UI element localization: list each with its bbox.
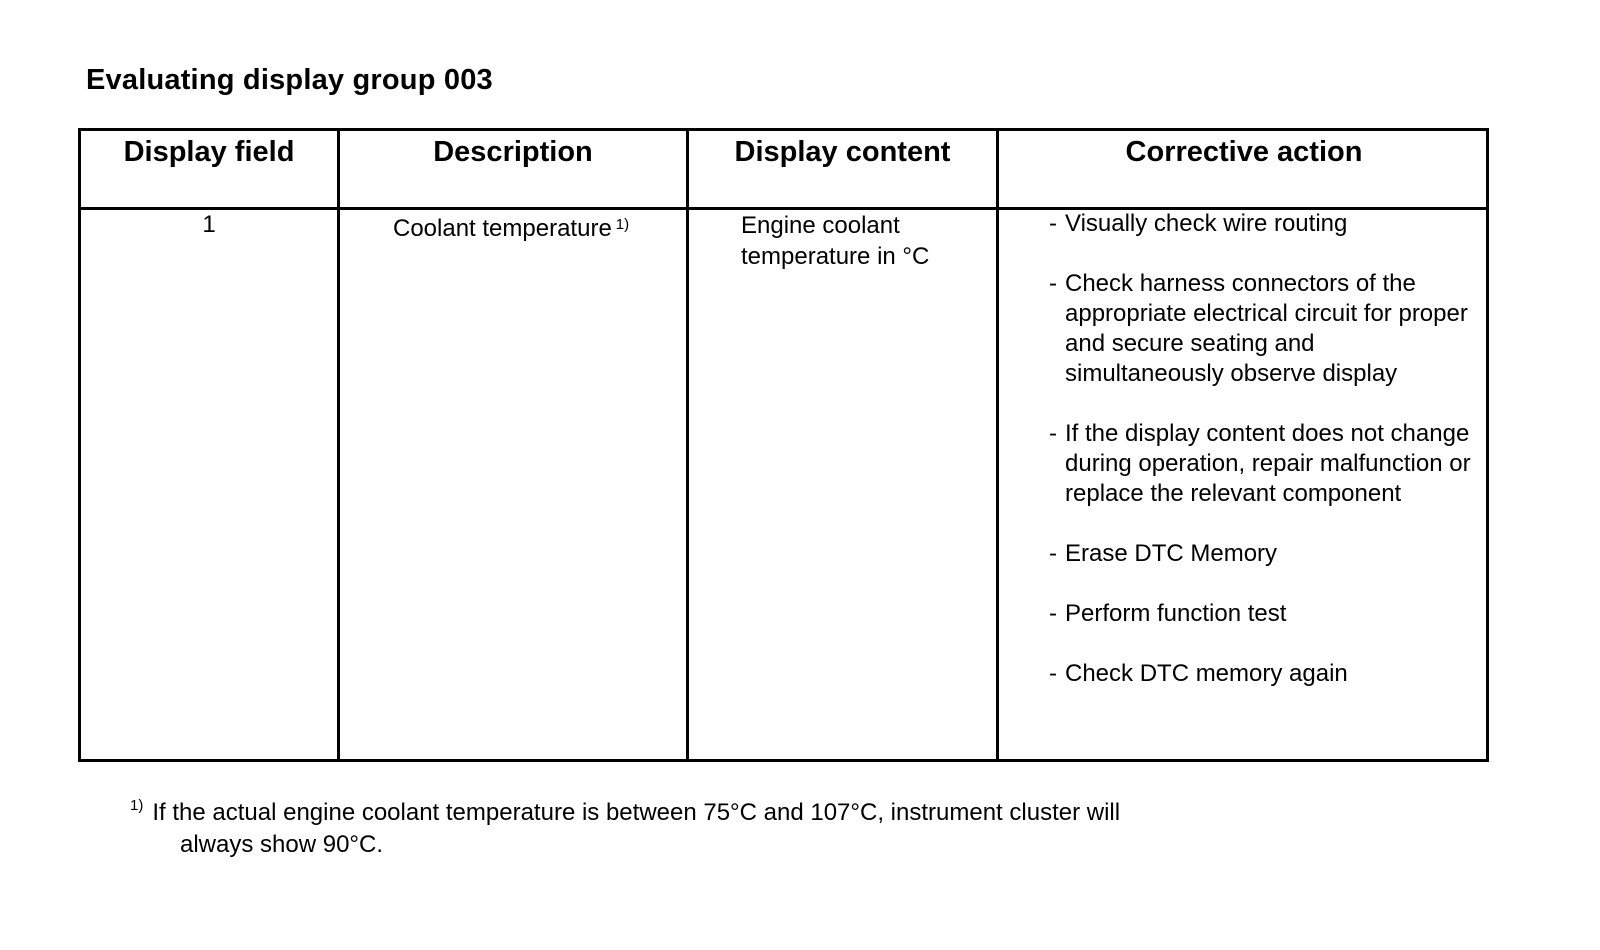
corrective-action-item: - Perform function test [1049,599,1479,629]
column-divider [996,131,999,759]
display-content-value: Engine coolant temperature in °C [741,212,930,270]
column-header-corrective-action: Corrective action [1125,136,1363,168]
footnote-reference: 1) [615,216,630,233]
corrective-action-item: - If the display content does not change during operation, repair malfunction or replace the relevant component [1049,419,1479,509]
footnote-text-line1: If the actual engine coolant temperature is between 75°C and 107°C, instrument cluster will [152,799,1121,826]
corrective-action-item: - Check DTC memory again [1049,659,1479,689]
corrective-action-item: - Erase DTC Memory [1049,539,1479,569]
display-field-value: 1 [202,211,216,238]
corrective-action-item: - Check harness connectors of the appropriate electrical circuit for proper and secure seating and simultaneously observe display [1049,269,1479,389]
description-cell [393,214,629,244]
description-value: Coolant temperature [393,215,612,242]
column-header-description: Description [433,136,593,168]
corrective-action-item: - Visually check wire routing [1049,209,1479,239]
column-divider [686,131,689,759]
table-header-row [81,131,1486,210]
footnote [130,798,1280,859]
page-title: Evaluating display group 003 [86,64,493,96]
footnote-marker: 1) [130,797,144,814]
column-header-display-field: Display field [123,136,295,168]
column-header-display-content: Display content [734,136,951,168]
column-divider [337,131,340,759]
corrective-action-list [1049,209,1479,689]
footnote-text-line2: always show 90°C. [180,831,384,858]
display-group-table [78,128,1489,762]
